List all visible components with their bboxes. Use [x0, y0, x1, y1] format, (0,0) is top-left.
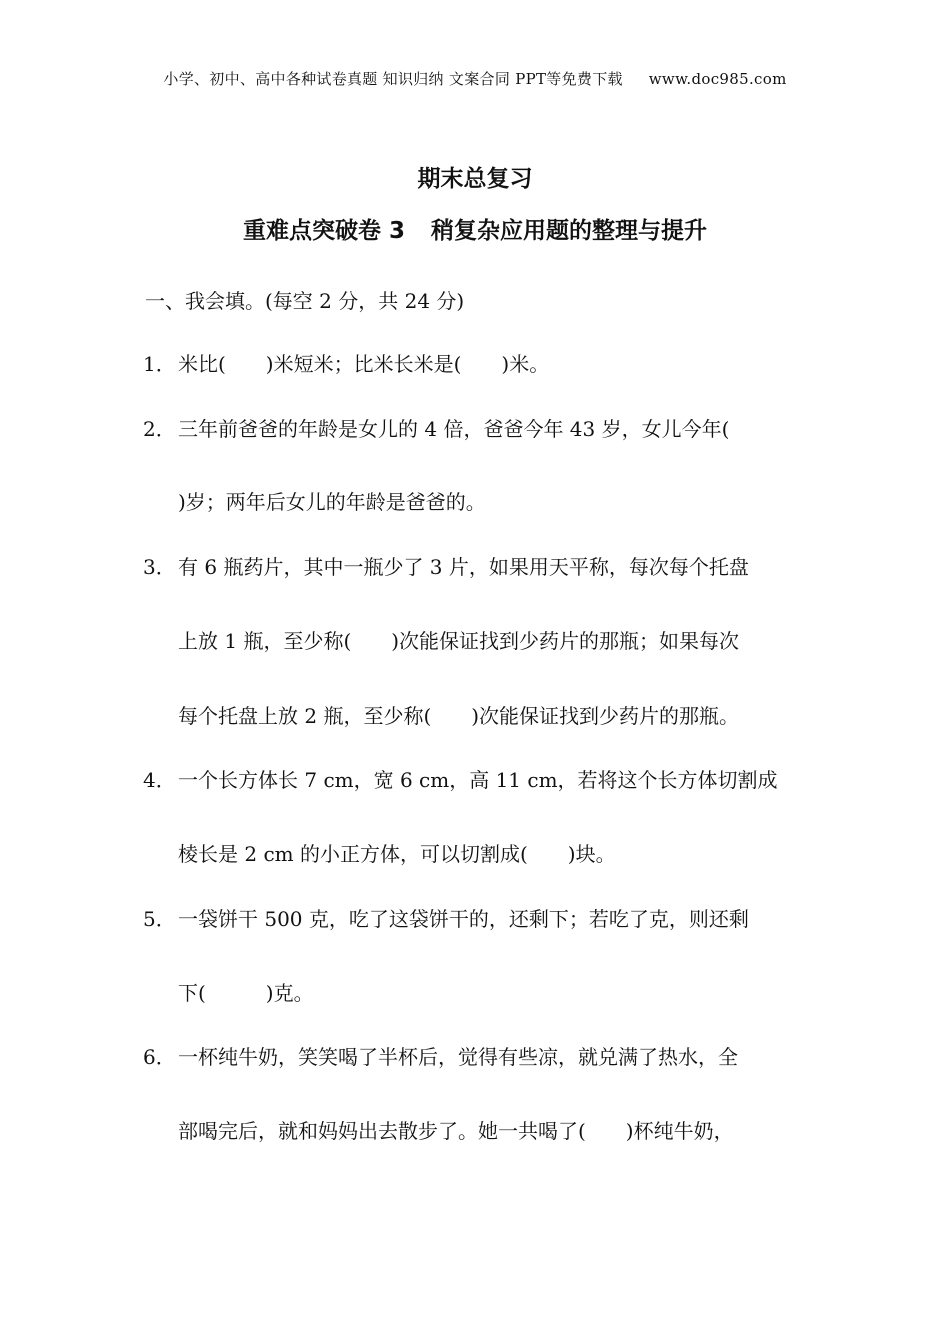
question-number: 5．: [143, 907, 176, 931]
question-line: 一袋饼干 500 克，吃了这袋饼干的，还剩下；若吃了克，则还剩: [178, 907, 749, 931]
question-line: 部喝完后，就和妈妈出去散步了。她一共喝了( )杯纯牛奶，: [178, 1119, 734, 1143]
question-line: 棱长是 2 cm 的小正方体，可以切割成( )块。: [178, 842, 616, 866]
question-number: 2．: [143, 417, 176, 441]
question-number: 6．: [143, 1045, 176, 1069]
question-number: 3．: [143, 555, 176, 579]
page-title: 期末总复习: [417, 166, 533, 192]
question-line: 下( )克。: [178, 981, 314, 1005]
question-line: 一杯纯牛奶，笑笑喝了半杯后，觉得有些凉，就兑满了热水，全: [178, 1045, 738, 1069]
question-line: 三年前爸爸的年龄是女儿的 4 倍，爸爸今年 43 岁，女儿今年(: [178, 417, 730, 441]
question-line: 一个长方体长 7 cm，宽 6 cm，高 11 cm，若将这个长方体切割成: [178, 768, 778, 792]
question-line: 上放 1 瓶，至少称( )次能保证找到少药片的那瓶；如果每次: [178, 629, 740, 653]
question-number: 4．: [143, 768, 176, 792]
page-subtitle: [0, 212, 950, 245]
question-line: 有 6 瓶药片，其中一瓶少了 3 片，如果用天平称，每次每个托盘: [178, 555, 749, 579]
header-url[interactable]: www.doc985.com: [648, 70, 787, 88]
question-line: 米比( )米短米；比米长米是( )米。: [178, 352, 550, 376]
question-number: 1．: [143, 352, 176, 376]
subtitle-left: 重难点突破卷 3: [242, 218, 405, 244]
subtitle-right: 稍复杂应用题的整理与提升: [431, 218, 707, 244]
header-text: 小学、初中、高中各种试卷真题 知识归纳 文案合同 PPT等免费下载: [163, 70, 623, 88]
question-line: )岁；两年后女儿的年龄是爸爸的。: [178, 490, 486, 514]
page-header: [0, 68, 950, 89]
section-heading: 一、我会填。(每空 2 分，共 24 分): [145, 289, 465, 313]
question-line: 每个托盘上放 2 瓶，至少称( )次能保证找到少药片的那瓶。: [178, 704, 740, 728]
